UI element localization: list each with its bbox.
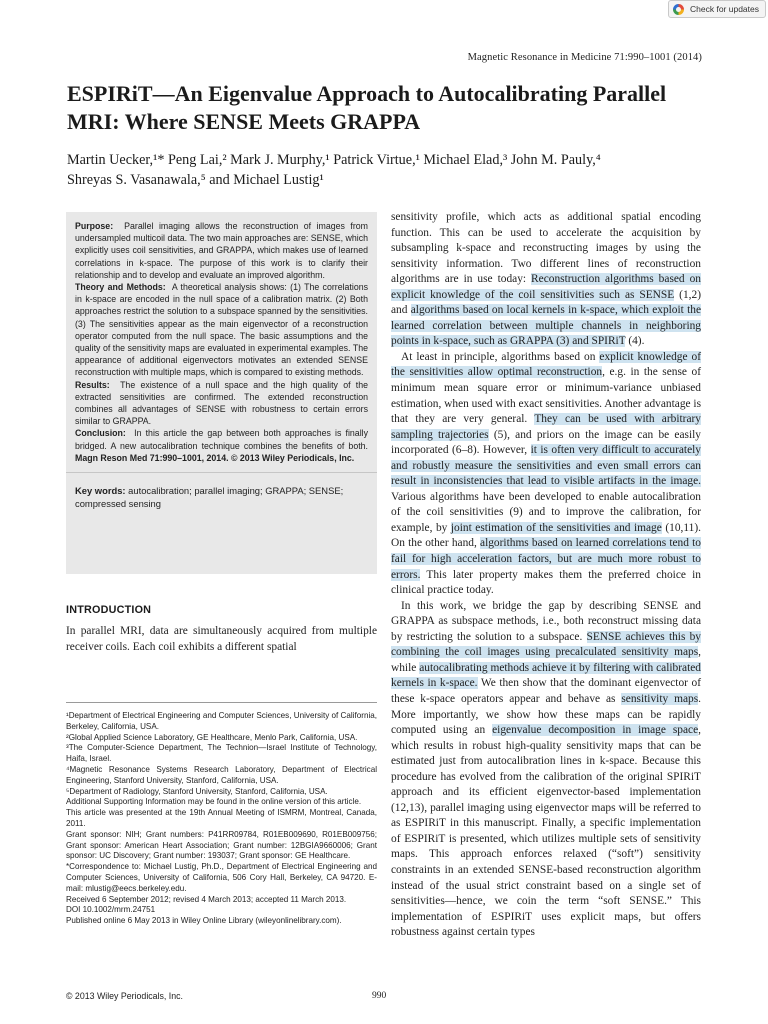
- conclusion-text: In this article the gap between both approaches is finally bridged. A new autocalibration technique combines the benefits of both.: [75, 428, 369, 451]
- abstract-purpose: [75, 220, 368, 281]
- highlighted-text: autocalibrating methods achieve it by filtering with calibrated kernels in k-space.: [391, 661, 701, 690]
- check-for-updates-button[interactable]: [668, 0, 766, 18]
- abstract-results: [75, 379, 368, 428]
- footnote: Published online 6 May 2013 in Wiley Online Library (wileyonlinelibrary.com).: [66, 916, 342, 926]
- article-title: ESPIRiT—An Eigenvalue Approach to Autocalibrating Parallel MRI: Where SENSE Meets GRAPPA: [67, 81, 667, 134]
- purpose-label: Purpose:: [75, 221, 114, 231]
- highlighted-text: eigenvalue decomposition in image space: [492, 724, 699, 737]
- highlighted-text: algorithms based on learned correlations tend to fail for high acceleration factors, but are much more robust to errors.: [391, 537, 701, 581]
- crossmark-icon: [673, 4, 684, 15]
- theory-text: A theoretical analysis shows: (1) The correlations in k-space are encoded in the null space of a calibration matrix. (2) Both approaches restrict the solution to a subspace spanned by the sensitivities. (3) The sensitivities appear as the main eigenvector of a reconstruction operator computed from the null space. The basic assumptions and the quality of the sensitivity maps are evaluated in experimental examples. The appearance of additional eigenvectors motivates an extended SENSE reconstruction with multiple maps, which is compared to existing methods.: [75, 282, 369, 378]
- keywords-divider: [66, 472, 377, 473]
- text-run: , which results in robust high-quality sensitivity maps that can be estimated just from autocalibration lines in k-space. Because this procedure has evolved from the calibration of the original SPIRiT approach and its efficient eigenvector-based implementation (12,13), parallel imaging using eigenvector maps will be referred to as ESPIRiT in this manuscript. Finally, a specific implementation of ESPIRiT is presented, which utilizes multiple sets of sensitivity maps. This approach enforces relaxed (“soft”) sensitivity constraints in an extended SENSE-based reconstruction algorithm instead of the usual strict constraint based on a single set of sensitivities—hence, we coin the term “soft SENSE.” This implementation of ESPIRiT uses explicit maps, but offers robustness against certain types: [391, 724, 701, 939]
- body-paragraph: [391, 599, 701, 941]
- purpose-text: Parallel imaging allows the reconstruction of images from undersampled multicoil data. The two main approaches are: SENSE, which explicitly uses coil sensitivities, and GRAPPA, which makes use of learned correlations in k-space. The purpose of this work is to clarify their relationship and to develop and evaluate an improved algorithm.: [75, 221, 368, 280]
- footnote: ³The Computer-Science Department, The Technion—Israel Institute of Technology, Haifa, Israel.: [66, 743, 377, 764]
- text-run: , e.g. in the sense of minimum mean square error or minimum-variance unbiased estimation, when used with exact sensitivities. Another advantage is that they are very general.: [391, 366, 702, 426]
- highlighted-text: SENSE achieves this by combining the coil images using precalculated sensitivity maps: [391, 630, 701, 659]
- footnote: ¹Department of Electrical Engineering and Computer Sciences, University of California, Berkeley, California, USA.: [66, 711, 377, 731]
- abstract-theory: [75, 281, 368, 379]
- abstract-citation: Magn Reson Med 71:990–1001, 2014. © 2013 Wiley Periodicals, Inc.: [75, 452, 355, 463]
- text-run: We then show that the dominant eigenvector of these k-space operators appear and behave as: [391, 677, 701, 705]
- highlighted-text: it is often very difficult to accurately and robustly measure the sensitivities and even small errors can result in inconsistencies that lead to visible artifacts in the image.: [391, 444, 701, 488]
- highlighted-text: sensitivity maps: [621, 692, 699, 705]
- text-run: , while: [391, 646, 701, 674]
- text-run: . More importantly, we show how these maps can be rapidly computed using an: [391, 692, 701, 737]
- text-run: In this work, we bridge the gap by describing SENSE and GRAPPA as subspace methods, i.e., both reconstruct missing data by restricting the solution to a subspace.: [391, 599, 701, 643]
- footnotes: [66, 702, 377, 927]
- highlighted-text: explicit knowledge of the sensitivities allow optimal reconstruction: [391, 350, 702, 379]
- author-line-2: Shreyas S. Vasanawala,⁵ and Michael Lustig¹: [67, 172, 324, 188]
- text-run: At least in principle, algorithms based on: [401, 350, 600, 363]
- text-run: (10,11). On the other hand,: [391, 521, 701, 550]
- introduction-text: In parallel MRI, data are simultaneously acquired from multiple receiver coils. Each coil exhibits a different spatial: [66, 625, 377, 653]
- footnote: This article was presented at the 19th Annual Meeting of ISMRM, Montreal, Canada, 2011.: [66, 808, 377, 828]
- footnote: *Correspondence to: Michael Lustig, Ph.D., Department of Electrical Engineering and Computer Sciences, University of California, 506 Cory Hall, Berkeley, CA 94720. E-mail: mlustig@eecs.berkeley.edu.: [66, 862, 377, 893]
- text-run: sensitivity profile, which acts as additional spatial encoding function. This can be used to accelerate the acquisition by subsampling k-space and reconstructing images by using the sensitivity information. Two different lines of reconstruction algorithms are in use today:: [391, 211, 701, 286]
- right-column: [391, 210, 701, 941]
- text-run: This later property makes them the preferred choice in clinical practice today.: [391, 568, 701, 597]
- text-run: Various algorithms have been developed to enable autocalibration of the coil sensitivities (9) and to improve the calibration, for example, by: [391, 490, 701, 534]
- text-run: (4).: [625, 335, 645, 348]
- abstract-keywords: [75, 485, 368, 510]
- footnote: Received 6 September 2012; revised 4 March 2013; accepted 11 March 2013.: [66, 894, 347, 904]
- footnote: Additional Supporting Information may be found in the online version of this article.: [66, 797, 362, 807]
- author-list: [67, 150, 727, 190]
- check-for-updates-label: Check for updates: [690, 4, 759, 14]
- copyright: © 2013 Wiley Periodicals, Inc.: [66, 991, 183, 1001]
- abstract-box: [66, 212, 377, 574]
- text-run: (1,2) and: [391, 288, 701, 317]
- highlighted-text: Reconstruction algorithms based on explicit knowledge of the coil sensitivities such as SENSE: [391, 273, 701, 301]
- results-text: The existence of a null space and the high quality of the extracted sensitivities are confirmed. The extended reconstruction combines all advantages of SENSE with robustness to certain errors similar to GRAPPA.: [75, 379, 369, 427]
- results-label: Results:: [75, 379, 110, 390]
- highlighted-text: They can be used with arbitrary sampling trajectories: [391, 413, 701, 441]
- text-run: (5), and priors on the image can be easily incorporated (6–8). However,: [391, 428, 701, 457]
- body-paragraph: [391, 210, 701, 350]
- footnote: ⁵Department of Radiology, Stanford University, Stanford, California, USA.: [66, 786, 328, 796]
- highlighted-text: joint estimation of the sensitivities and image: [450, 521, 662, 534]
- page-number: 990: [372, 991, 387, 1001]
- footnote: ⁴Magnetic Resonance Systems Research Laboratory, Department of Electrical Engineering, Stanford University, Stanford, California, USA.: [66, 764, 377, 785]
- theory-label: Theory and Methods:: [75, 282, 166, 293]
- conclusion-label: Conclusion:: [75, 428, 126, 439]
- footnote: ²Global Applied Science Laboratory, GE Healthcare, Menlo Park, California, USA.: [66, 732, 358, 742]
- body-paragraph: [391, 350, 701, 599]
- abstract-conclusion: [75, 427, 368, 464]
- journal-citation: Magnetic Resonance in Medicine 71:990–1001 (2014): [467, 52, 702, 63]
- keywords-label: Key words:: [75, 485, 126, 497]
- footnote: Grant sponsor: NIH; Grant numbers: P41RR09784, R01EB009690, R01EB009756; Grant sponsor: American Heart Association; Grant number: 12BGIA9660006; Grant sponsor: UC Discovery; Grant number: 193037; Grant sponsor: GE Healthcare.: [66, 829, 377, 861]
- introduction-heading: INTRODUCTION: [66, 604, 152, 616]
- footnote: DOI 10.1002/mrm.24751: [66, 905, 156, 915]
- highlighted-text: algorithms based on local kernels in k-space, which exploit the learned correlation between multiple channels in neighboring points in k-space, such as GRAPPA (3) and SPIRiT: [391, 304, 702, 348]
- author-line-1: Martin Uecker,¹* Peng Lai,² Mark J. Murphy,¹ Patrick Virtue,¹ Michael Elad,³ John M. Pauly,⁴: [67, 152, 601, 168]
- keywords-text: autocalibration; parallel imaging; GRAPPA; SENSE; compressed sensing: [75, 485, 344, 509]
